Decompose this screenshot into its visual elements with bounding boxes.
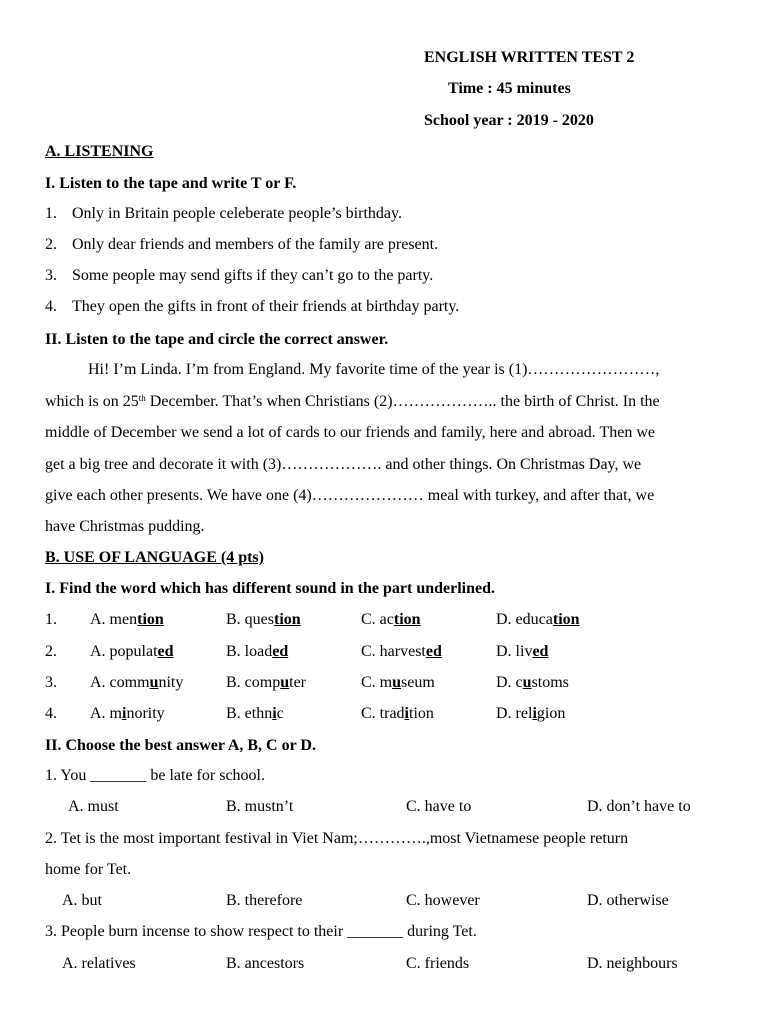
test-title: ENGLISH WRITTEN TEST 2 (424, 49, 635, 66)
item-text: Only dear friends and members of the family are present. (72, 236, 439, 253)
option-word: B. loaded (226, 643, 289, 660)
list-item (45, 204, 402, 224)
answer-option: D. otherwise (587, 892, 669, 909)
test-time: Time : 45 minutes (448, 80, 571, 97)
question-3: 3. People burn incense to show respect to their _______ during Tet. (45, 923, 477, 940)
list-item (45, 235, 439, 255)
option-word: C. action (361, 611, 421, 628)
part-a1-title: I. Listen to the tape and write T or F. (45, 175, 297, 192)
option-word: D. education (496, 611, 580, 628)
item-number: 4. (45, 298, 57, 315)
option-word: D. religion (496, 705, 566, 722)
option-word: B. question (226, 611, 301, 628)
paragraph-line: middle of December we send a lot of cards to our friends and family, here and abroad. Then we (45, 424, 655, 441)
paragraph-line: have Christmas pudding. (45, 518, 205, 535)
option-word: A. community (90, 674, 184, 691)
answer-option: B. ancestors (226, 955, 305, 972)
paragraph-line: give each other presents. We have one (4)………………… meal with turkey, and after that, we (45, 487, 655, 504)
question-2-line2: home for Tet. (45, 861, 132, 878)
option-word: D. lived (496, 643, 549, 660)
option-word: A. minority (90, 705, 165, 722)
answer-option: A. but (62, 892, 102, 909)
item-number: 3. (45, 267, 57, 284)
item-text: Some people may send gifts if they can’t go to the party. (72, 267, 434, 284)
text-segment: December. That’s when Christians (2)……………….. the birth of Christ. In the (145, 393, 660, 410)
option-word: C. museum (361, 674, 435, 691)
answer-option: C. friends (406, 955, 470, 972)
part-b1-title: I. Find the word which has different sound in the part underlined. (45, 580, 495, 597)
row-number: 3. (45, 674, 57, 691)
answer-option: A. must (68, 798, 119, 815)
item-text: They open the gifts in front of their friends at birthday party. (72, 298, 460, 315)
option-word: A. mention (90, 611, 164, 628)
answer-option: A. relatives (62, 955, 136, 972)
answer-option: B. mustn’t (226, 798, 294, 815)
school-year: School year : 2019 - 2020 (424, 112, 594, 129)
paragraph-line (45, 392, 725, 412)
answer-option: D. don’t have to (587, 798, 691, 815)
row-number: 2. (45, 643, 57, 660)
section-b-title: B. USE OF LANGUAGE (4 pts) (45, 549, 264, 566)
list-item (45, 297, 460, 317)
answer-option: C. however (406, 892, 480, 909)
superscript: th (138, 393, 146, 403)
option-word: C. harvested (361, 643, 442, 660)
question-2-line1: 2. Tet is the most important festival in Viet Nam;………….,most Vietnamese people return (45, 830, 629, 847)
item-text: Only in Britain people celeberate people’s birthday. (72, 205, 402, 222)
list-item (45, 266, 434, 286)
text-segment: which is on 25 (45, 393, 139, 410)
row-number: 1. (45, 611, 57, 628)
part-a2-title: II. Listen to the tape and circle the correct answer. (45, 331, 389, 348)
answer-option: B. therefore (226, 892, 303, 909)
option-word: B. ethnic (226, 705, 284, 722)
answer-option: D. neighbours (587, 955, 678, 972)
paragraph-line: Hi! I’m Linda. I’m from England. My favorite time of the year is (1)……………………, (88, 361, 660, 378)
row-number: 4. (45, 705, 57, 722)
part-b2-title: II. Choose the best answer A, B, C or D. (45, 737, 316, 754)
option-word: C. tradition (361, 705, 434, 722)
answer-option: C. have to (406, 798, 472, 815)
option-word: D. customs (496, 674, 569, 691)
paragraph-line: get a big tree and decorate it with (3)………………. and other things. On Christmas Day, we (45, 456, 642, 473)
section-a-title: A. LISTENING (45, 143, 154, 160)
option-word: A. populated (90, 643, 174, 660)
item-number: 1. (45, 205, 57, 222)
option-word: B. computer (226, 674, 306, 691)
item-number: 2. (45, 236, 57, 253)
question-1: 1. You _______ be late for school. (45, 767, 265, 784)
